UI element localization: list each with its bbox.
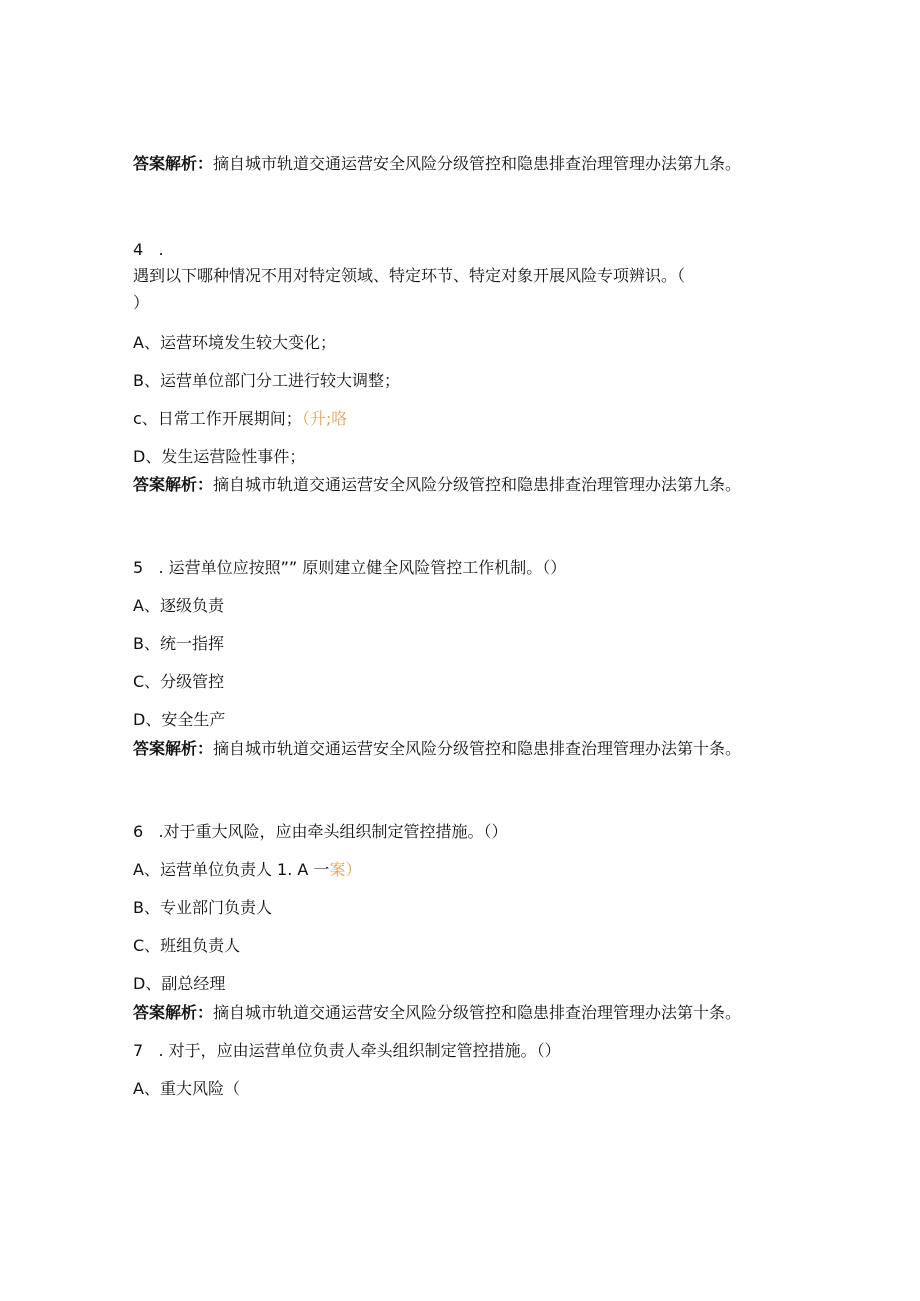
question-6-option-b: B、专业部门负责人 — [133, 898, 272, 917]
answer-label: 答案解析： — [133, 739, 214, 758]
question-6-stem — [133, 822, 508, 842]
question-4-option-b — [133, 371, 400, 391]
question-5-stem — [133, 558, 566, 578]
answer-line — [133, 1003, 741, 1023]
question-4-stem-cont: ） — [133, 293, 150, 312]
question-7-option-a: A、重大风险（ — [133, 1079, 240, 1098]
question-6-option-a — [133, 860, 361, 880]
answer-line — [133, 154, 741, 174]
answer-label: 答案解析： — [133, 1003, 214, 1022]
option-text: B、运营单位部门分工进行较大调整； — [133, 371, 400, 390]
option-text: D、发生运营险性事件； — [133, 447, 306, 466]
question-4-option-a — [133, 333, 336, 353]
question-4-option-c — [133, 409, 347, 429]
question-number-sep: . — [158, 240, 164, 259]
question-5-option-a: A、逐级负责 — [133, 596, 224, 615]
question-5-option-c: C、分级管控 — [133, 672, 225, 691]
question-5-option-d: D、安全生产 — [133, 710, 226, 729]
question-number: 4 — [133, 240, 144, 259]
question-number: 5 — [133, 558, 144, 577]
answer-line — [133, 739, 741, 759]
question-4-option-d — [133, 447, 305, 467]
option-annotation: （升;咯 — [301, 409, 348, 428]
question-text: .对于重大风险，应由牵头组织制定管控措施。（） — [158, 822, 508, 841]
question-number: 6 — [133, 822, 144, 841]
option-text: c、日常工作开展期间； — [133, 409, 302, 428]
question-7-stem — [133, 1041, 561, 1061]
answer-line — [133, 475, 741, 495]
question-6-option-c: C、班组负责人 — [133, 936, 241, 955]
option-text: A、运营环境发生较大变化； — [133, 333, 336, 352]
option-annotation: 案） — [329, 860, 362, 879]
question-5-option-b: B、统一指挥 — [133, 634, 224, 653]
answer-text: 摘自城市轨道交通运营安全风险分级管控和隐患排查治理管理办法第九条。 — [213, 154, 742, 173]
question-number: 7 — [133, 1041, 144, 1060]
question-text: . 对于，应由运营单位负责人牵头组织制定管控措施。（） — [158, 1041, 561, 1060]
question-4-number — [133, 240, 164, 260]
answer-text: 摘自城市轨道交通运营安全风险分级管控和隐患排查治理管理办法第九条。 — [213, 475, 742, 494]
question-6-option-d: D、副总经理 — [133, 974, 226, 993]
answer-text: 摘自城市轨道交通运营安全风险分级管控和隐患排查治理管理办法第十条。 — [213, 1003, 742, 1022]
answer-label: 答案解析： — [133, 475, 214, 494]
question-text: . 运营单位应按照”” 原则建立健全风险管控工作机制。（） — [158, 558, 567, 577]
answer-text: 摘自城市轨道交通运营安全风险分级管控和隐患排查治理管理办法第十条。 — [213, 739, 742, 758]
question-4-stem: 遇到以下哪种情况不用对特定领域、特定环节、特定对象开展风险专项辨识。（ — [133, 266, 686, 285]
option-text: A、运营单位负责人 1. A 一 — [133, 860, 330, 879]
answer-label: 答案解析： — [133, 154, 214, 173]
